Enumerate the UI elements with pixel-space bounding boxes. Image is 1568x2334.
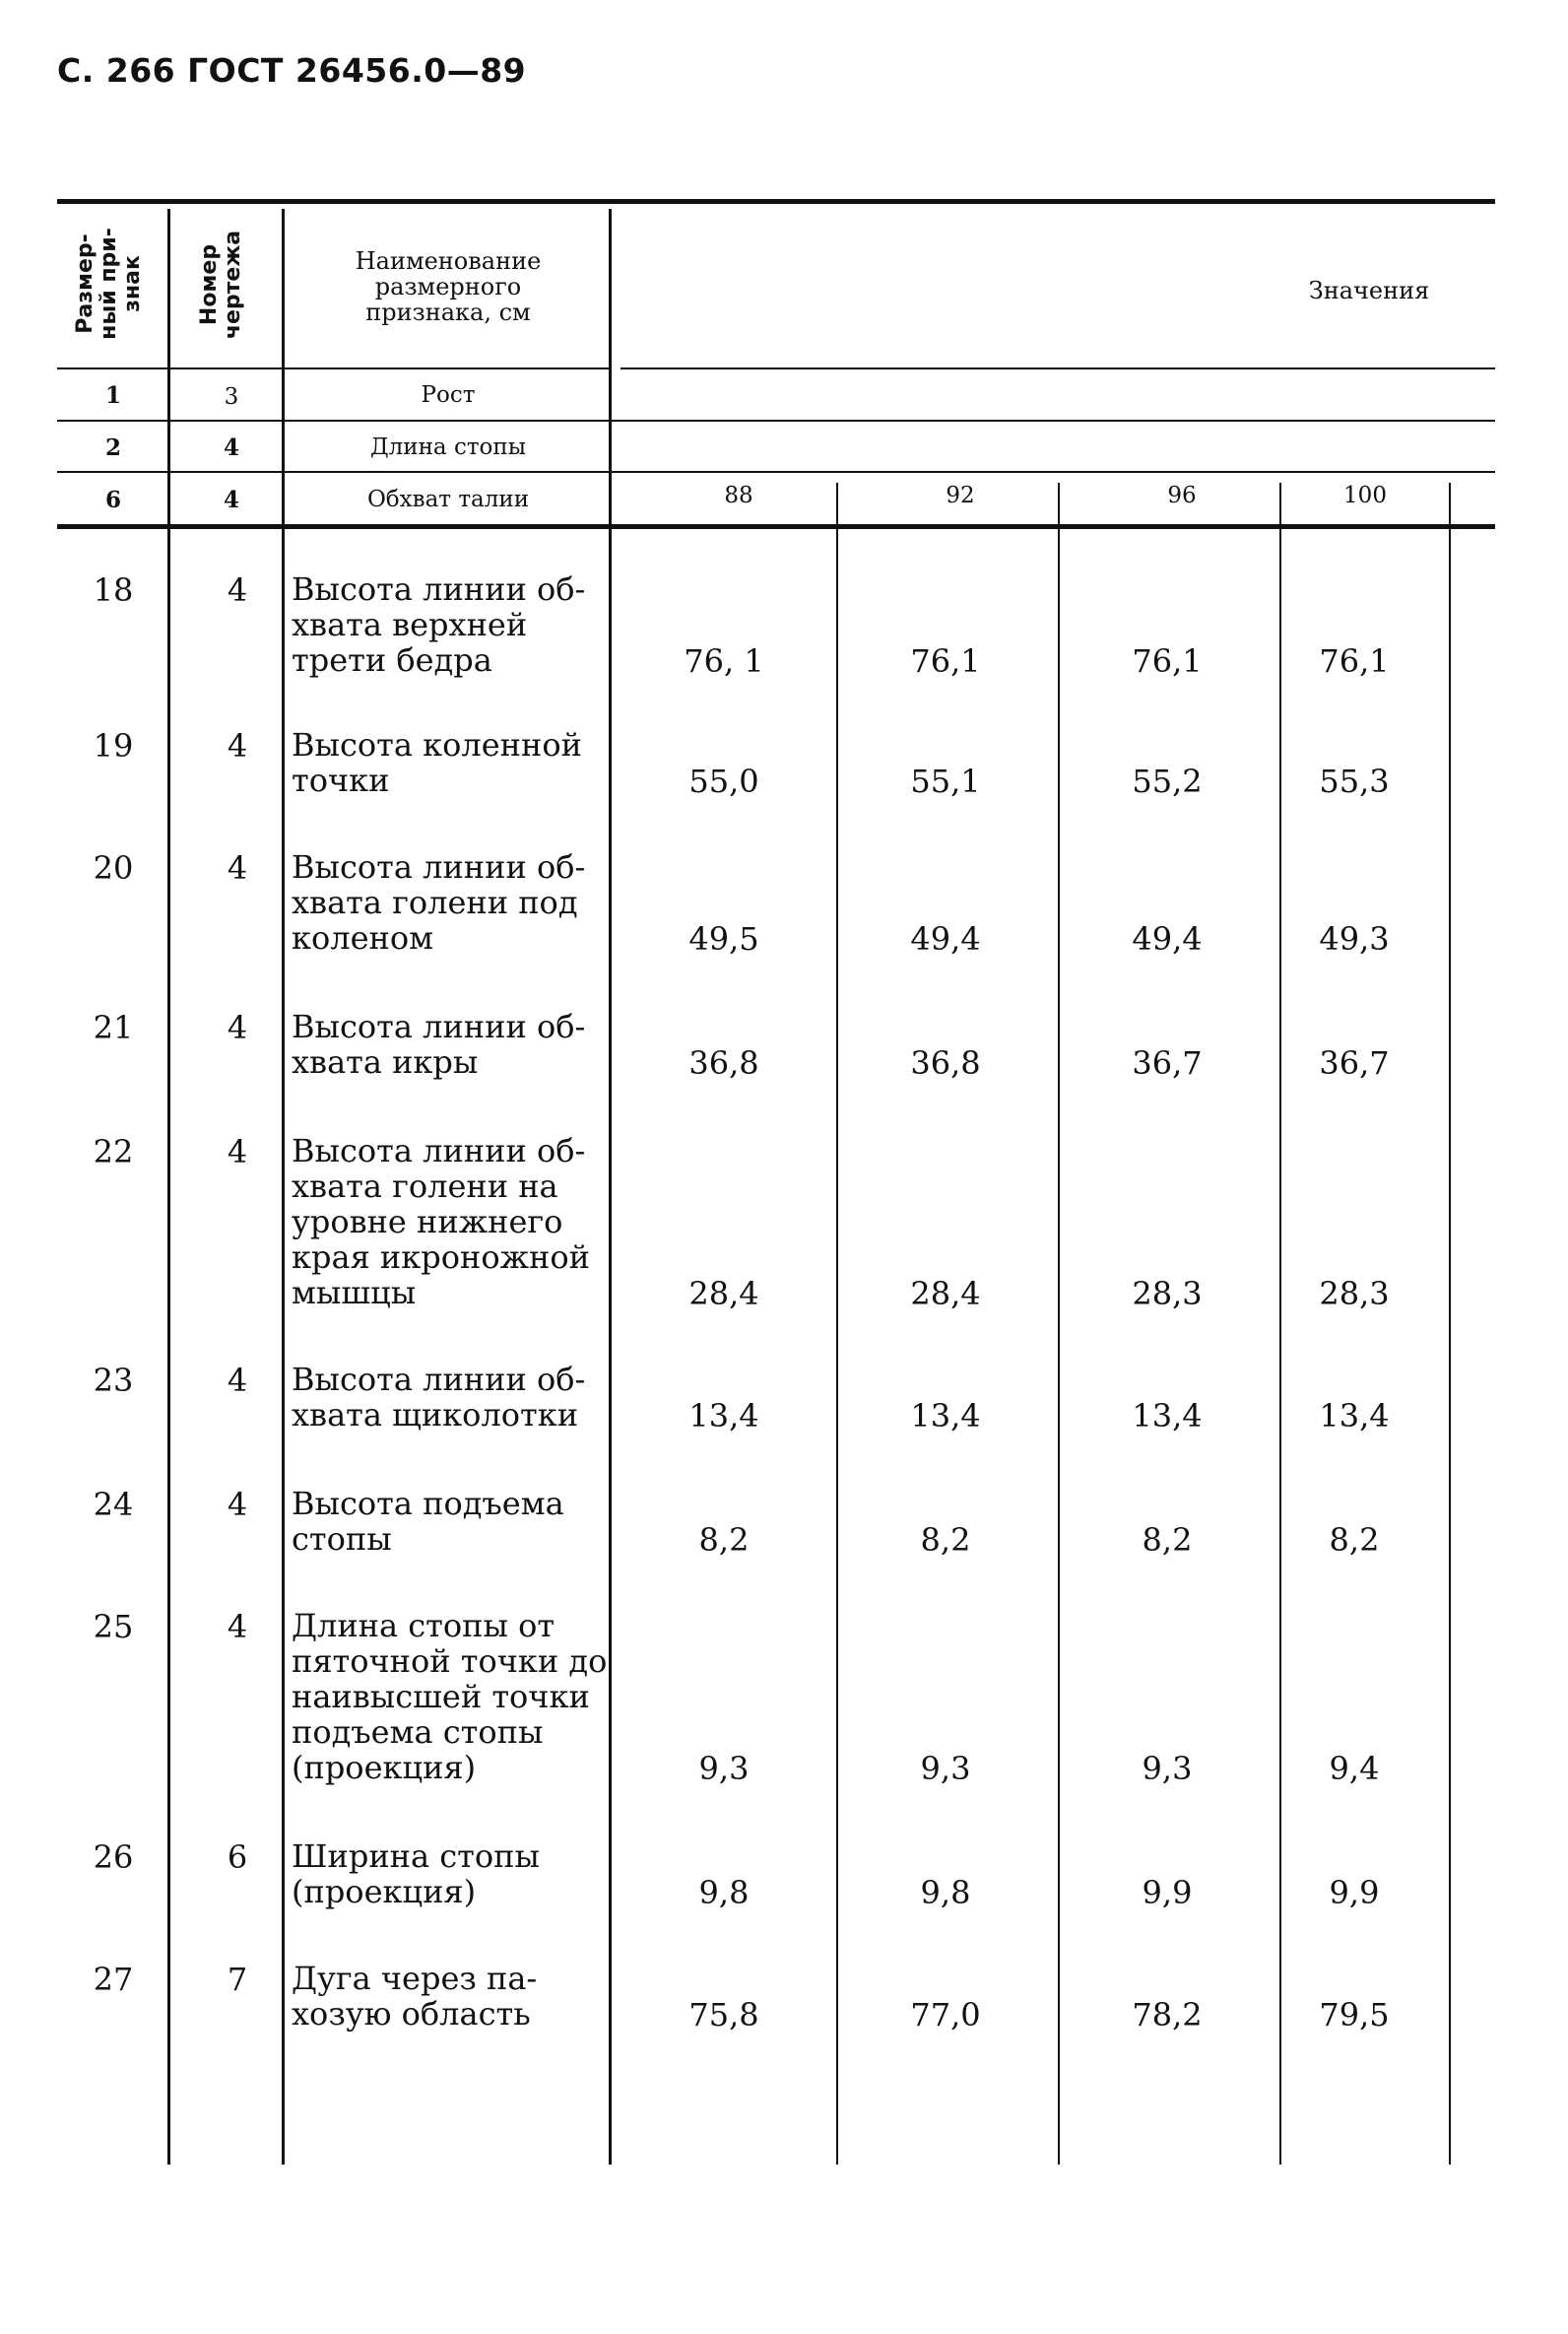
row-drawing: 4 [227,1362,248,1399]
row-drawing: 4 [227,849,248,887]
row-sign: 21 [93,1009,134,1046]
row-drawing: 4 [227,571,248,609]
val-divider-3 [1279,483,1281,2165]
head-row-sign: 1 [104,382,121,409]
row-value: 9,3 [698,1750,750,1787]
head-row-drawing: 4 [223,434,239,461]
col-header-sign: Размер- ный при- знак [73,228,145,340]
row-value: 28,3 [1319,1275,1390,1312]
row-drawing: 4 [227,1009,248,1046]
row-value: 76,1 [1132,642,1203,680]
row-name: Ширина стопы (проекция) [292,1837,540,1910]
row-value: 8,2 [1329,1521,1380,1559]
row-name: Высота линии об- хвата голени под коленом [292,848,586,957]
col-header-name: Наименование размерного признака, см [355,247,542,326]
row-value: 36,7 [1319,1044,1390,1082]
head-row-name: Рост [421,382,476,408]
row-value: 8,2 [1142,1521,1193,1559]
row-sign: 19 [93,727,134,765]
row-value: 13,4 [1132,1397,1203,1434]
row-sign: 26 [93,1838,134,1876]
row-value: 49,4 [910,920,981,958]
val-divider-4 [1449,483,1451,2165]
row-value: 55,0 [688,763,759,800]
row-value: 49,4 [1132,920,1203,958]
row-name: Длина стопы от пяточной точки до наивысшей точки подъема стопы (проекция) [292,1607,608,1786]
col-header-drawing: Номер чертежа [197,230,245,340]
row-value: 79,5 [1319,1996,1390,2034]
row-value: 76, 1 [684,642,764,680]
row-value: 49,5 [688,920,759,958]
head-row-sign: 6 [104,487,121,513]
row-value: 9,9 [1329,1874,1380,1911]
head-row-name: Обхват талии [366,487,530,512]
row-value: 28,4 [910,1275,981,1312]
row-value: 9,8 [920,1874,971,1911]
row-name: Дуга через па- хозую область [292,1960,538,2033]
row-drawing: 4 [227,1486,248,1523]
waist-value: 96 [1167,483,1197,508]
row-value: 55,2 [1132,763,1203,800]
row-name: Высота подъема стопы [292,1485,564,1558]
head-row-name: Длина стопы [369,434,527,460]
col-divider-2 [282,209,285,2165]
row-drawing: 4 [227,727,248,765]
row-value: 8,2 [698,1521,750,1559]
row-sign: 23 [93,1362,134,1399]
row-value: 76,1 [1319,642,1390,680]
row-name: Высота линии об- хвата икры [292,1008,586,1081]
row-rule-1 [57,420,1495,422]
row-drawing: 4 [227,1133,248,1170]
waist-value: 100 [1343,483,1387,508]
row-value: 55,3 [1319,763,1390,800]
head-row-drawing: 3 [224,384,239,410]
col-header-values: Значения [1308,277,1430,304]
head-row-sign: 2 [104,434,121,461]
waist-value: 92 [946,483,975,508]
col-divider-1 [167,209,170,2165]
head-row-drawing: 4 [223,487,239,513]
row-value: 78,2 [1132,1996,1203,2034]
row-value: 9,4 [1329,1750,1380,1787]
row-sign: 22 [93,1133,134,1170]
row-value: 36,7 [1132,1044,1203,1082]
row-value: 9,3 [1142,1750,1193,1787]
row-value: 9,3 [920,1750,971,1787]
row-value: 28,3 [1132,1275,1203,1312]
waist-value: 88 [724,483,753,508]
row-sign: 25 [93,1608,134,1645]
row-drawing: 6 [227,1838,248,1876]
row-drawing: 4 [227,1608,248,1645]
row-value: 55,1 [910,763,981,800]
val-divider-2 [1058,483,1060,2165]
row-value: 49,3 [1319,920,1390,958]
row-name: Высота коленной точки [292,726,582,799]
row-value: 13,4 [910,1397,981,1434]
row-value: 76,1 [910,642,981,680]
row-value: 9,9 [1142,1874,1193,1911]
row-value: 36,8 [910,1044,981,1082]
row-rule-2 [57,471,1495,473]
col-divider-3 [609,209,612,2165]
row-sign: 27 [93,1961,134,1998]
table-top-rule [57,199,1495,204]
row-value: 28,4 [688,1275,759,1312]
header-bottom-rule-left [57,367,609,369]
row-sign: 24 [93,1486,134,1523]
row-name: Высота линии об- хвата голени на уровне нижнего края икроножной мышцы [292,1132,590,1311]
row-value: 77,0 [910,1996,981,2034]
row-drawing: 7 [227,1961,248,1998]
row-name: Высота линии об- хвата щиколотки [292,1361,586,1434]
row-sign: 18 [93,571,134,609]
row-value: 13,4 [1319,1397,1390,1434]
row-sign: 20 [93,849,134,887]
row-value: 8,2 [920,1521,971,1559]
row-value: 9,8 [698,1874,750,1911]
page-header: С. 266 ГОСТ 26456.0—89 [57,51,527,90]
row-value: 13,4 [688,1397,759,1434]
row-name: Высота линии об- хвата верхней трети бедра [292,570,586,679]
val-divider-1 [836,483,838,2165]
row-value: 75,8 [688,1996,759,2034]
row-value: 36,8 [688,1044,759,1082]
header-bottom-rule-values [621,367,1495,369]
